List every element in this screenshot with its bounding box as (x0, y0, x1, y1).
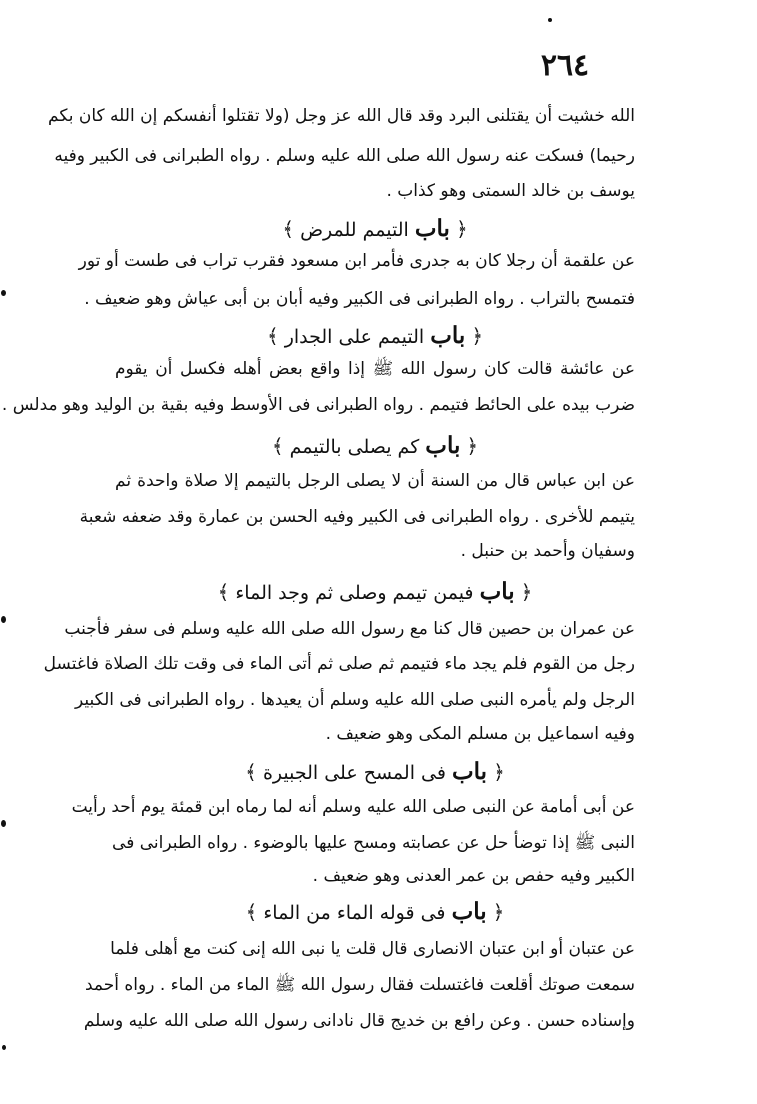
page-number: ٢٦٤ (540, 48, 590, 83)
section-heading (115, 322, 635, 351)
heading-bracket-open: ﴿ (466, 434, 479, 458)
heading-title: التيمم على الجدار (284, 326, 425, 348)
heading-title: فى المسح على الجبيرة (262, 762, 446, 784)
section-heading (115, 758, 635, 787)
heading-bracket-open: ﴿ (492, 900, 505, 924)
text-line: فتمسح بالتراب . رواه الطبرانى فى الكبير وفيه أبان بن أبى عياش وهو ضعيف . (84, 289, 635, 309)
heading-bracket-close: ﴾ (245, 900, 258, 924)
text-line: عن عتبان أو ابن عتبان الانصارى قال قلت يا نبى الله إنى كنت مع أهلى فلما (110, 939, 635, 959)
heading-bracket-close: ﴾ (245, 760, 257, 784)
heading-bracket-close: ﴾ (271, 434, 284, 458)
text-line: الرجل ولم يأمره النبى صلى الله عليه وسلم أن يعيدها . رواه الطبرانى فى الكبير (75, 690, 635, 710)
heading-title: كم يصلى بالتيمم (289, 436, 420, 458)
heading-bab-word: باب (479, 578, 515, 605)
text-line: رجل من القوم فلم يجد ماء فتيمم ثم صلى ثم أتى الماء فى وقت تلك الصلاة فاغتسل (43, 654, 635, 674)
scan-speck (548, 18, 552, 22)
text-line: رحيما) فسكت عنه رسول الله صلى الله عليه وسلم . رواه الطبرانى فى الكبير وفيه (54, 146, 635, 166)
text-line: عن عمران بن حصين قال كنا مع رسول الله صلى الله عليه وسلم فى سفر فأجنب (64, 619, 635, 639)
scan-speck (1, 820, 6, 827)
text-line: عن علقمة أن رجلا كان به جدرى فأمر ابن مسعود فقرب تراب فى طست أو تور (78, 251, 635, 271)
heading-title: فيمن تيمم وصلى ثم وجد الماء (235, 582, 474, 604)
text-line: عن عائشة قالت كان رسول الله ﷺ إذا واقع بعض أهله فكسل أن يقوم (115, 359, 635, 379)
heading-bracket-open: ﴿ (471, 324, 484, 348)
text-line: عن أبى أمامة عن النبى صلى الله عليه وسلم أنه لما رماه ابن قمئة يوم أحد رأيت (71, 797, 635, 817)
section-heading (115, 578, 635, 607)
heading-bracket-close: ﴾ (282, 217, 295, 241)
heading-bab-word: باب (414, 215, 450, 242)
heading-bracket-open: ﴿ (520, 580, 533, 604)
heading-title: التيمم للمرض (300, 219, 409, 241)
text-line: وفيه اسماعيل بن مسلم المكى وهو ضعيف . (325, 724, 635, 744)
text-line: النبى ﷺ إذا توضأ حل عن عصابته ومسح عليها بالوضوء . رواه الطبرانى فى (112, 833, 635, 853)
section-heading (115, 898, 635, 927)
heading-bab-word: باب (452, 758, 488, 785)
text-line: الكبير وفيه حفص بن عمر العدنى وهو ضعيف . (312, 866, 635, 886)
text-line: الله خشيت أن يقتلنى البرد وقد قال الله عز وجل (ولا تقتلوا أنفسكم إن الله كان بكم (48, 106, 635, 126)
scan-speck (1, 290, 6, 296)
heading-bab-word: باب (430, 322, 466, 349)
heading-title: فى قوله الماء من الماء (263, 902, 446, 924)
heading-bracket-close: ﴾ (266, 324, 279, 348)
text-line: سمعت صوتك أقلعت فاغتسلت فقال رسول الله ﷺ الماء من الماء . رواه أحمد (85, 975, 635, 995)
heading-bracket-open: ﴿ (493, 760, 505, 784)
section-heading (115, 215, 635, 244)
text-line: ضرب بيده على الحائط فتيمم . رواه الطبرانى فى الأوسط وفيه بقية بن الوليد وهو مدلس . (1, 395, 635, 415)
text-line: وسفيان وأحمد بن حنبل . (460, 541, 635, 561)
text-line: وإسناده حسن . وعن رافع بن خديج قال نادانى رسول الله صلى الله عليه وسلم (83, 1011, 635, 1031)
text-line: يتيمم للأخرى . رواه الطبرانى فى الكبير وفيه الحسن بن عمارة وقد ضعفه شعبة (79, 507, 635, 527)
scan-speck (2, 1045, 6, 1050)
heading-bab-word: باب (425, 432, 461, 459)
text-line: عن ابن عباس قال من السنة أن لا يصلى الرجل بالتيمم إلا صلاة واحدة ثم (115, 471, 635, 491)
heading-bab-word: باب (451, 898, 487, 925)
heading-bracket-open: ﴿ (455, 217, 468, 241)
scan-speck (1, 616, 6, 623)
text-line: يوسف بن خالد السمتى وهو كذاب . (386, 181, 635, 201)
heading-bracket-close: ﴾ (217, 580, 230, 604)
section-heading (115, 432, 635, 461)
